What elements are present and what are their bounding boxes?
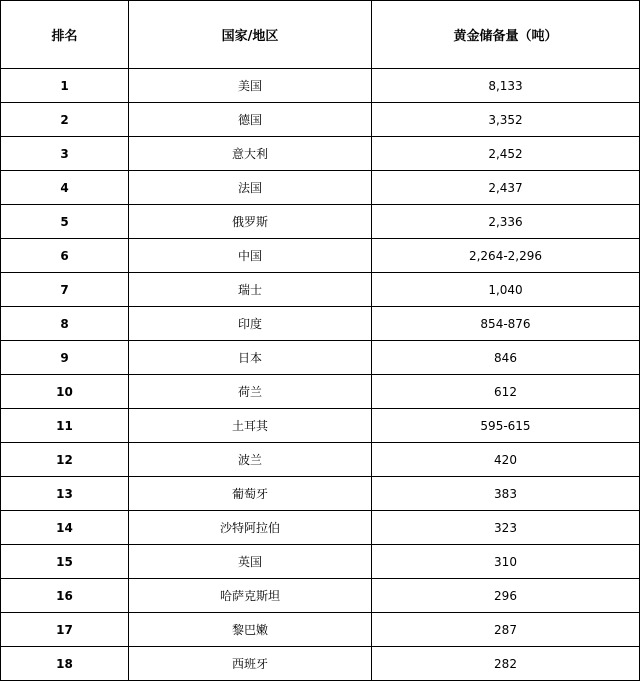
table-row — [1, 69, 640, 103]
reserve-cell: 612 — [372, 375, 640, 409]
rank-cell: 4 — [1, 171, 129, 205]
country-cell: 西班牙 — [129, 647, 372, 681]
country-cell: 日本 — [129, 341, 372, 375]
rank-cell: 10 — [1, 375, 129, 409]
country-cell: 德国 — [129, 103, 372, 137]
rank-cell: 3 — [1, 137, 129, 171]
reserve-cell: 282 — [372, 647, 640, 681]
rank-cell: 17 — [1, 613, 129, 647]
table-row — [1, 137, 640, 171]
country-cell: 沙特阿拉伯 — [129, 511, 372, 545]
reserve-cell: 846 — [372, 341, 640, 375]
rank-cell: 5 — [1, 205, 129, 239]
reserve-cell: 323 — [372, 511, 640, 545]
rank-cell: 2 — [1, 103, 129, 137]
rank-cell: 16 — [1, 579, 129, 613]
rank-cell: 13 — [1, 477, 129, 511]
table-row — [1, 375, 640, 409]
table-row — [1, 477, 640, 511]
reserve-cell: 2,336 — [372, 205, 640, 239]
country-cell: 瑞士 — [129, 273, 372, 307]
table-row — [1, 307, 640, 341]
reserve-cell: 595-615 — [372, 409, 640, 443]
country-cell: 俄罗斯 — [129, 205, 372, 239]
reserve-cell: 310 — [372, 545, 640, 579]
rank-cell: 12 — [1, 443, 129, 477]
table-row — [1, 545, 640, 579]
country-cell: 荷兰 — [129, 375, 372, 409]
table-row — [1, 613, 640, 647]
header-rank: 排名 — [1, 1, 129, 69]
rank-cell: 6 — [1, 239, 129, 273]
country-cell: 美国 — [129, 69, 372, 103]
reserve-cell: 383 — [372, 477, 640, 511]
table-row — [1, 409, 640, 443]
reserve-cell: 296 — [372, 579, 640, 613]
table-row — [1, 443, 640, 477]
rank-cell: 1 — [1, 69, 129, 103]
rank-cell: 7 — [1, 273, 129, 307]
country-cell: 意大利 — [129, 137, 372, 171]
reserve-cell: 8,133 — [372, 69, 640, 103]
reserve-cell: 854-876 — [372, 307, 640, 341]
table-row — [1, 103, 640, 137]
reserve-cell: 2,452 — [372, 137, 640, 171]
country-cell: 土耳其 — [129, 409, 372, 443]
reserve-cell: 3,352 — [372, 103, 640, 137]
reserve-cell: 420 — [372, 443, 640, 477]
country-cell: 法国 — [129, 171, 372, 205]
table-row — [1, 273, 640, 307]
table-row — [1, 647, 640, 681]
table-row — [1, 511, 640, 545]
table-row — [1, 205, 640, 239]
table-row — [1, 239, 640, 273]
country-cell: 哈萨克斯坦 — [129, 579, 372, 613]
table-row — [1, 579, 640, 613]
table-row — [1, 171, 640, 205]
country-cell: 英国 — [129, 545, 372, 579]
rank-cell: 8 — [1, 307, 129, 341]
rank-cell: 18 — [1, 647, 129, 681]
rank-cell: 15 — [1, 545, 129, 579]
country-cell: 黎巴嫩 — [129, 613, 372, 647]
reserve-cell: 1,040 — [372, 273, 640, 307]
country-cell: 葡萄牙 — [129, 477, 372, 511]
rank-cell: 11 — [1, 409, 129, 443]
reserve-cell: 2,437 — [372, 171, 640, 205]
rank-cell: 14 — [1, 511, 129, 545]
country-cell: 波兰 — [129, 443, 372, 477]
header-country: 国家/地区 — [129, 1, 372, 69]
country-cell: 中国 — [129, 239, 372, 273]
country-cell: 印度 — [129, 307, 372, 341]
rank-cell: 9 — [1, 341, 129, 375]
reserve-cell: 2,264-2,296 — [372, 239, 640, 273]
table-row — [1, 341, 640, 375]
reserve-cell: 287 — [372, 613, 640, 647]
header-row — [1, 1, 640, 69]
header-reserve: 黄金储备量（吨） — [372, 1, 640, 69]
